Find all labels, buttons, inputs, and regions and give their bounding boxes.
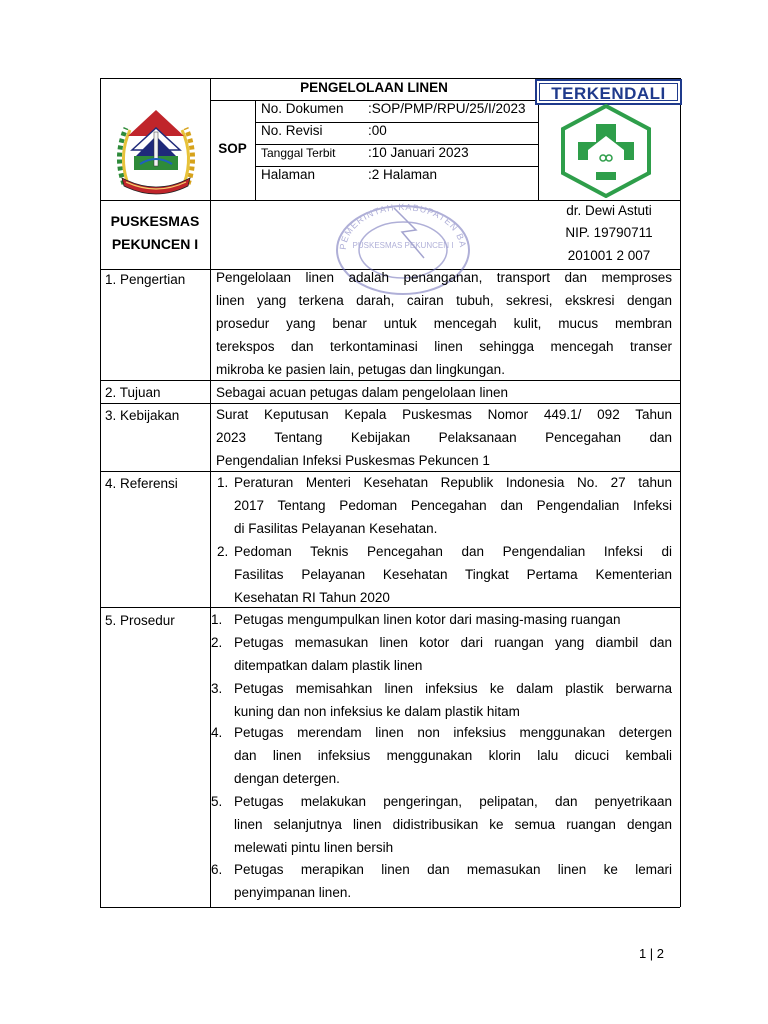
pengertian-line: prosedur yang benar untuk mencegah kulit, mucus membran	[216, 316, 672, 331]
referensi-line: Fasilitas Pelayanan Kesehatan Tingkat Pertama Kementerian	[234, 567, 672, 582]
referensi-item	[234, 471, 672, 540]
prosedur-line: Petugas melakukan pengeringan, pelipatan, dan penyetrikaan	[234, 794, 672, 809]
prosedur-line: Petugas merendam linen non infeksius menggunakan detergen	[234, 725, 672, 740]
prosedur-item	[234, 721, 672, 790]
meta-value-halaman: :2 Halaman	[368, 167, 438, 182]
terkendali-stamp-label: TERKENDALI	[551, 84, 666, 103]
referensi-item-number: 2.	[217, 544, 229, 559]
puskesmas-logo	[558, 104, 654, 198]
terkendali-stamp	[535, 79, 682, 105]
signer-nip-part1: NIP. 19790711	[565, 225, 653, 240]
section-label-prosedur: 5. Prosedur	[105, 613, 175, 628]
prosedur-item-number: 1.	[211, 612, 223, 627]
referensi-line: Peraturan Menteri Kesehatan Republik Indonesia No. 27 tahun	[234, 475, 672, 490]
sop-label: SOP	[218, 141, 247, 156]
prosedur-line: Petugas memisahkan linen infeksius ke dalam plastik berwarna	[234, 681, 672, 696]
regional-emblem-logo	[106, 106, 206, 198]
meta-label-no-dokumen: No. Dokumen	[261, 101, 344, 116]
page-number: 1 | 2	[638, 946, 664, 961]
section-label-kebijakan: 3. Kebijakan	[105, 408, 180, 423]
prosedur-line: dengan detergen.	[234, 771, 340, 786]
document-title: PENGELOLAAN LINEN	[300, 80, 448, 95]
meta-label-tanggal-terbit: Tanggal Terbit	[261, 146, 336, 160]
pengertian-line: Pengelolaan linen adalah penanganan, transport dan memproses	[216, 270, 672, 285]
pengertian-text	[216, 266, 672, 381]
prosedur-item	[234, 790, 672, 859]
kebijakan-text	[216, 403, 672, 472]
prosedur-line: Petugas mengumpulkan linen kotor dari masing-masing ruangan	[234, 612, 621, 627]
prosedur-line: Petugas merapikan linen dan memasukan linen ke lemari	[234, 862, 672, 877]
referensi-line: Pedoman Teknis Pencegahan dan Pengendalian Infeksi di	[234, 544, 672, 559]
seal-outer-text: PEMERINTAH KABUPATEN BA	[337, 202, 469, 251]
prosedur-item-number: 6.	[211, 862, 223, 877]
kebijakan-line: Surat Keputusan Kepala Puskesmas Nomor 449.1/ 092 Tahun	[216, 407, 672, 422]
referensi-line: 2017 Tentang Pedoman Pencegahan dan Pengendalian Infeksi	[234, 498, 672, 513]
referensi-item	[234, 540, 672, 609]
pengertian-line: linen yang terkena darah, cairan tubuh, sekresi, ekskresi dengan	[216, 293, 672, 308]
kebijakan-line: 2023 Tentang Kebijakan Pelaksanaan Pencegahan dan	[216, 430, 672, 445]
prosedur-line: linen selanjutnya linen didistribusikan ke semua ruangan dengan	[234, 817, 672, 832]
pengertian-line: terekspos dan terkontaminasi linen sehingga mencegah transer	[216, 339, 672, 354]
prosedur-line: dan linen infeksius menggunakan klorin lalu dicuci kembali	[234, 748, 672, 763]
kebijakan-line: Pengendalian Infeksi Puskesmas Pekuncen 1	[216, 453, 490, 468]
prosedur-item-number: 3.	[211, 681, 223, 696]
referensi-line: Kesehatan RI Tahun 2020	[234, 590, 390, 605]
prosedur-item	[234, 608, 672, 631]
meta-value-tanggal-terbit: :10 Januari 2023	[368, 145, 469, 160]
meta-label-no-revisi: No. Revisi	[261, 123, 323, 138]
section-label-tujuan: 2. Tujuan	[105, 385, 161, 400]
section-label-pengertian: 1. Pengertian	[105, 272, 186, 287]
prosedur-item-number: 2.	[211, 635, 223, 650]
referensi-item-number: 1.	[217, 475, 229, 490]
prosedur-item-number: 4.	[211, 725, 223, 740]
org-name-line1: PUSKESMAS	[110, 213, 200, 229]
prosedur-line: Petugas memasukan linen kotor dari ruangan yang diambil dan	[234, 635, 672, 650]
signer-nip-part2: 201001 2 007	[567, 248, 651, 263]
referensi-line: di Fasilitas Pelayanan Kesehatan.	[234, 521, 438, 536]
signer-name: dr. Dewi Astuti	[566, 203, 652, 218]
tujuan-text: Sebagai acuan petugas dalam pengelolaan linen	[216, 385, 508, 400]
seal-inner-text: PUSKESMAS PEKUNCEN I	[352, 241, 454, 250]
prosedur-item	[234, 631, 672, 677]
pengertian-line: mikroba ke pasien lain, petugas dan lingkungan.	[216, 362, 505, 377]
meta-value-no-revisi: :00	[368, 123, 387, 138]
prosedur-item-number: 5.	[211, 794, 223, 809]
prosedur-line: melewati pintu linen bersih	[234, 840, 394, 855]
prosedur-line: kuning dan non infeksius ke dalam plastik hitam	[234, 704, 520, 719]
prosedur-line: penyimpanan linen.	[234, 885, 352, 900]
meta-value-no-dokumen: :SOP/PMP/RPU/25/I/2023	[368, 101, 526, 116]
org-name-line2: PEKUNCEN I	[111, 236, 199, 252]
meta-label-halaman: Halaman	[261, 167, 316, 182]
prosedur-line: ditempatkan dalam plastik linen	[234, 658, 423, 673]
prosedur-item	[234, 858, 672, 904]
section-label-referensi: 4. Referensi	[105, 476, 178, 491]
prosedur-item	[234, 677, 672, 723]
